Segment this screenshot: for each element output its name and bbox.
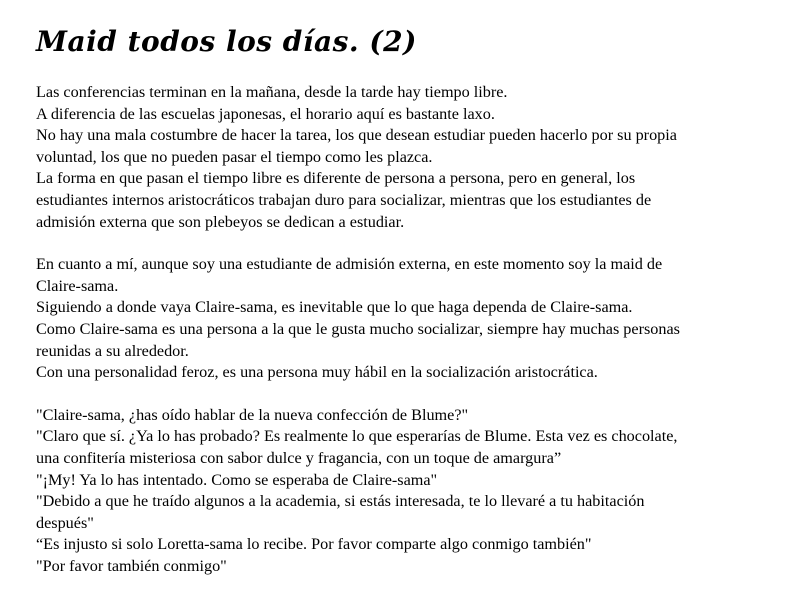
document-page — [36, 22, 766, 598]
dialogue-line: una confitería misteriosa con sabor dulce y fragancia, con un toque de amargura” — [36, 448, 562, 467]
text-line: A diferencia de las escuelas japonesas, el horario aquí es bastante laxo. — [36, 104, 495, 123]
text-line: Con una personalidad feroz, es una persona muy hábil en la socialización aristocrática. — [36, 363, 598, 382]
paragraph-2 — [36, 254, 766, 384]
text-line: No hay una mala costumbre de hacer la tarea, los que desean estudiar pueden hacerlo por su propia — [36, 126, 677, 145]
paragraph-1 — [36, 82, 766, 233]
dialogue-line: "Claire-sama, ¿has oído hablar de la nueva confección de Blume?" — [36, 405, 469, 424]
text-line: reunidas a su alrededor. — [36, 341, 189, 360]
page-title: Maid todos los días. (2) — [36, 25, 417, 58]
dialogue-line: "¡My! Ya lo has intentado. Como se esperaba de Claire-sama" — [36, 470, 438, 489]
text-line: voluntad, los que no pueden pasar el tiempo como les plazca. — [36, 147, 433, 166]
dialogue-line: "Claro que sí. ¿Ya lo has probado? Es realmente lo que esperarías de Blume. Esta vez es chocolate, — [36, 427, 678, 446]
text-line: Las conferencias terminan en la mañana, desde la tarde hay tiempo libre. — [36, 83, 508, 101]
text-line: La forma en que pasan el tiempo libre es diferente de persona a persona, pero en general, los — [36, 169, 636, 188]
paragraph-3-dialogue — [36, 405, 766, 578]
text-line: Claire-sama. — [36, 276, 119, 295]
dialogue-line: "Por favor también conmigo" — [36, 556, 227, 575]
text-line: estudiantes internos aristocráticos trabajan duro para socializar, mientras que los estudiantes de — [36, 190, 652, 209]
dialogue-line: “Es injusto si solo Loretta-sama lo recibe. Por favor comparte algo conmigo también" — [36, 535, 592, 554]
dialogue-line: "Debido a que he traído algunos a la academia, si estás interesada, te lo llevaré a tu habitación — [36, 492, 645, 511]
text-line: Como Claire-sama es una persona a la que le gusta mucho socializar, siempre hay muchas personas — [36, 319, 680, 338]
text-line: En cuanto a mí, aunque soy una estudiante de admisión externa, en este momento soy la maid de — [36, 255, 663, 274]
text-line: admisión externa que son plebeyos se dedican a estudiar. — [36, 212, 405, 231]
dialogue-line: después" — [36, 513, 94, 532]
text-line: Siguiendo a donde vaya Claire-sama, es inevitable que lo que haga dependa de Claire-sama. — [36, 298, 633, 317]
